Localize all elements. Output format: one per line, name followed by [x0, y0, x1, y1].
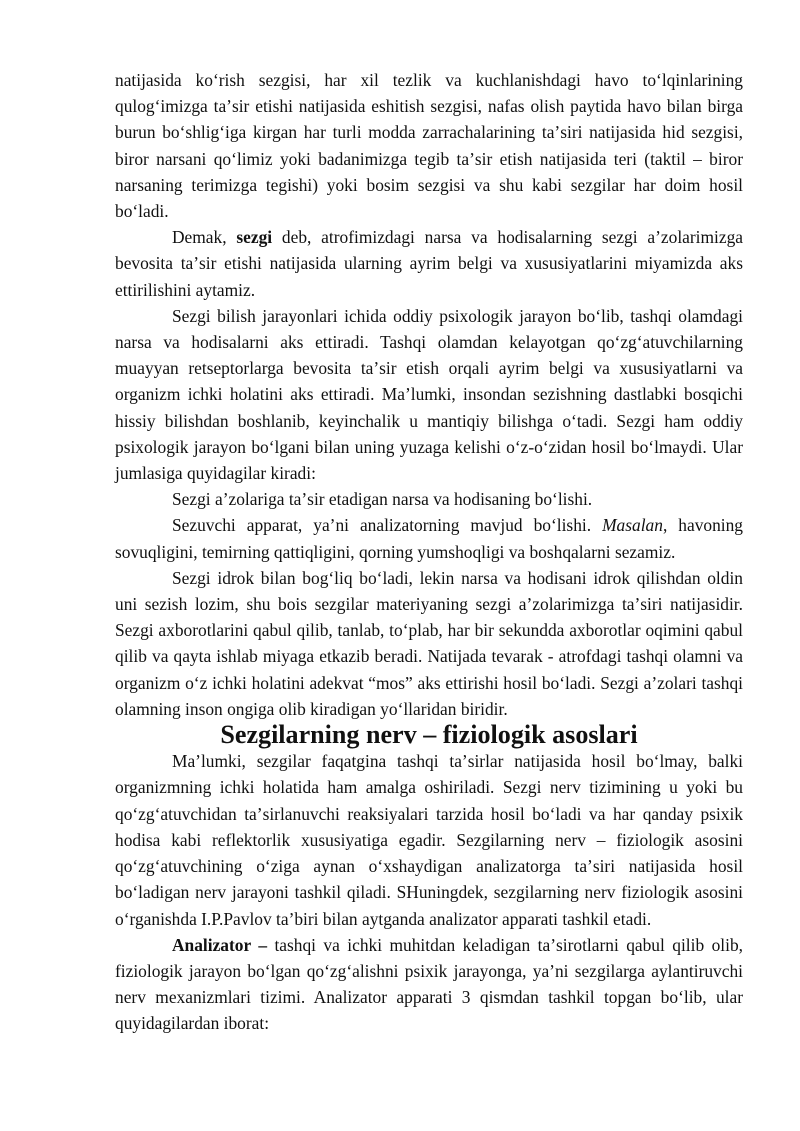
paragraph-sezgi-definition: [115, 224, 743, 303]
paragraph-condition-2: [115, 512, 743, 564]
paragraph-condition-1: Sezgi aʼzolariga taʼsir etadigan narsa va hodisaning boʻlishi.: [172, 489, 593, 510]
text-run: Demak,: [172, 227, 237, 248]
text-run: tashqi va ichki muhitdan keladigan taʼsirotlarni qabul qilib olib, fiziologik jarayon boʻlgan qoʻzgʻalishni psixik jarayonga, yaʼni sezgilarga aylantiruvchi nerv mexanizmlari tizimi. Analizator apparati 3 qismdan tashkil topgan boʻlib, ular quyidagilardan iborat:: [115, 934, 743, 1034]
bold-term-analizator: Analizator –: [172, 934, 268, 955]
paragraph-analizator: [115, 932, 743, 1037]
bold-term-sezgi: sezgi: [236, 227, 273, 248]
text-run: deb, atrofimizdagi narsa va hodisalarning sezgi aʼzolarimizga bevosita taʼsir etishi natijasida ularning ayrim belgi va xususiyatlarini miyamizda aks ettirilishini aytamiz.: [115, 227, 743, 300]
section-heading: Sezgilarning nerv – fiziologik asoslari: [220, 720, 638, 750]
paragraph-nerve-basis: Maʼlumki, sezgilar faqatgina tashqi taʼsirlar natijasida hosil boʻlmay, balki organizmning ichki holatida ham amalga oshiriladi. Sezgi nerv tizimining u yoki bu qoʻzgʻatuvchidan taʼsirlanuvchi reaksiyalari tarzida hosil boʻladi va har qanday psixik hodisa kabi reflektorlik xususiyatiga egadir. Sezgilarning nerv – fiziologik asosini qoʻzgʻatuvchining oʻziga aynan oʻxshaydigan analizatorga taʼsiri natijasida hosil boʻladigan nerv jarayoni tashkil qiladi. SHuningdek, sezgilarning nerv fiziologik asosini oʻrganishda I.P.Pavlov taʼbiri bilan aytganda analizator apparati tashkil etadi.: [115, 751, 743, 929]
paragraph-perception: Sezgi idrok bilan bogʻliq boʻladi, lekin narsa va hodisani idrok qilishdan oldin uni sezish lozim, shu bois sezgilar materiyaning sezgi aʼzolarimizga taʼsiri natijasidir. Sezgi axborotlarini qabul qilib, tanlab, toʻplab, har bir sekundda axborotlar oqimini qabul qilib va qayta ishlab miyaga etkazib beradi. Natijada tevarak - atrofdagi tashqi olamni va organizm oʻz ichki holatini adekvat “mos” aks ettirishi hosil boʻladi. Sezgi aʼzolari tashqi olamning inson ongiga olib kiradigan yoʻllaridan biridir.: [115, 567, 743, 719]
italic-word-masalan: Masalan: [602, 515, 663, 536]
text-run: , havoning sovuqligini, temirning qattiqligini, qorning yumshoqligi va boshqalarni sezamiz.: [115, 515, 743, 562]
paragraph-continuation: natijasida koʻrish sezgisi, har xil tezlik va kuchlanishdagi havo toʻlqinlarining qulogʻimizga taʼsir etishi natijasida eshitish sezgisi, nafas olish paytida havo bilan birga burun boʻshligʻiga kirgan har turli modda zarrachalarining taʼsiri natijasida hid sezgisi, biror narsani qoʻlimiz yoki badanimizga tegib taʼsir etish natijasida teri (taktil – biror narsaning terimizga tegishi) yoki bosim sezgisi va shu kabi sezgilar har doim hosil boʻladi.: [115, 70, 743, 222]
paragraph-cognition: Sezgi bilish jarayonlari ichida oddiy psixologik jarayon boʻlib, tashqi olamdagi narsa va hodisalarni aks ettiradi. Tashqi olamdan kelayotgan qoʻzgʻatuvchilarning muayyan retseptorlarga bevosita taʼsir etish orqali ayrim belgi va xususiyatlarni va organizm ichki holatini aks ettiradi. Maʼlumki, insondan sezishning dastlabki bosqichi hissiy bilishdan boshlanib, keyinchalik u mantiqiy bilishga oʻtadi. Sezgi ham oddiy psixologik jarayon boʻlgani bilan uning yuzaga kelishi oʻz-oʻzidan hosil boʻlmaydi. Ular jumlasiga quyidagilar kiradi:: [115, 305, 743, 484]
text-run: Sezuvchi apparat, yaʼni analizatorning mavjud boʻlishi.: [172, 515, 603, 536]
